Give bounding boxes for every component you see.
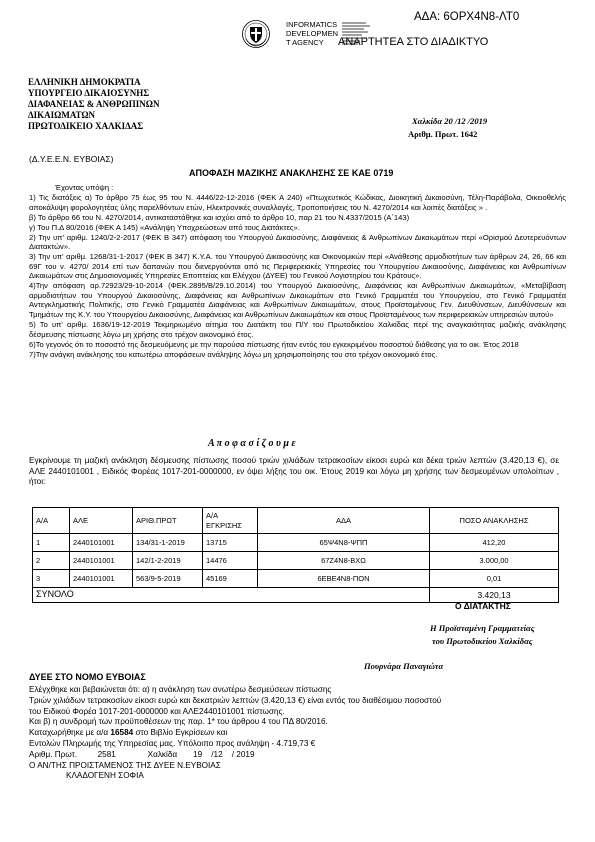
signer-title1: Η Προϊσταμένη Γραμματείας <box>430 623 535 633</box>
table-header-row <box>33 508 559 534</box>
dyee-line5-a: Καταχωρήθηκε με α/α <box>29 728 111 738</box>
table-cell: 2440101001 <box>70 552 133 570</box>
dyee-block <box>29 685 559 782</box>
logo-line: T AGENCY <box>286 38 324 47</box>
table-row <box>33 552 559 570</box>
paragraph: γ) Του Π.Δ 80/2016 (ΦΕΚ Α 145) «Ανάληψη Υποχρεώσεων από τους Διατάκτες». <box>29 222 300 232</box>
sender-line: ΔΙΑΦΑΝΕΙΑΣ & ΑΝΘΡΩΠΙΝΩΝ <box>28 99 160 109</box>
table-cell: 6ΕΒΕ4Ν8-ΠΟΝ <box>258 570 430 588</box>
dyee-line: του Ειδικού Φορέα 1017-201-0000000 και ΑΛΕ2440101001 πίστωσης. <box>29 706 285 716</box>
table-header-cell: ΑΔΑ <box>258 508 430 534</box>
table-cell: 412,20 <box>430 534 559 552</box>
paragraph: 7)Την ανάγκη ανάκλησης του κατωτέρω αποφάσεων ανάληψης λόγω μη χρησιμοποίησης του στο τρέχον οικονομικό έτος. <box>29 349 438 359</box>
table-total-label: ΣΥΝΟΛΟ <box>33 588 430 603</box>
table-row <box>33 570 559 588</box>
paragraph: 1) Τις διατάξεις α) Το άρθρο 75 έως 95 του Ν. 4446/22-12-2016 (ΦΕΚ Α 240) «Πτωχευτικός Κώδικας, Διοικητική Δικαιοσύνη, Τέλη-Παράβολα, Οικειοθελής αποκάλυψη φορολογητέας ύλης παρελθόντων ετών, Ηλεκτρονικές συναλλαγές, Τροποποιήσεις του Ν. 4270/2014 και λοιπές διατάξεις » . <box>29 192 566 212</box>
dyee-line: Και β) η συνδρομή των προϋποθέσεων της παρ. 1* του άρθρου 4 του ΠΔ 80/2016. <box>29 717 328 727</box>
dyee-heading: ΔΥΕΕ ΣΤΟ ΝΟΜΟ ΕΥΒΟΙΑΣ <box>29 672 146 682</box>
dyee-line: ΚΛΑΔΟΓΕΝΗ ΣΟΦΙΑ <box>66 771 144 781</box>
table-cell: 13715 <box>203 534 258 552</box>
protocol-line: Αριθμ. Πρωτ. 1642 <box>408 129 478 139</box>
informatics-logo <box>286 20 346 48</box>
signer-name: Πουρνάρα Παναγιώτα <box>364 661 444 671</box>
table-header-cell: Α/Α ΕΓΚΡΙΣΗΣ <box>203 508 258 534</box>
sender-block <box>28 77 159 132</box>
paragraph: 2) Την υπ' αριθμ. 1240/2-2-2017 (ΦΕΚ Β 347) απόφαση του Υπουργού Δικαιοσύνης, Διαφάνειας & Ανθρωπίνων Δικαιωμάτων περί «Ορισμού Δευτερευόντων Διατακτών». <box>29 232 566 252</box>
ada-code: ΑΔΑ: 6ΟΡΧ4Ν8-ΛΤ0 <box>414 11 520 23</box>
sender-sub: (Δ.Υ.Ε.Ε.Ν. ΕΥΒΟΙΑΣ) <box>29 154 114 164</box>
sender-line: ΥΠΟΥΡΓΕΙΟ ΔΙΚΑΙΟΣΥΝΗΣ <box>28 88 150 98</box>
revocation-table <box>32 507 559 603</box>
table-cell: 0,01 <box>430 570 559 588</box>
dyee-line: Ελέγχθηκε και βεβαιώνεται ότι: α) η ανάκληση των ανωτέρω δεσμεύσεων πίστωσης <box>29 685 332 694</box>
table-header-cell: ΑΛΕ <box>70 508 133 534</box>
dyee-line: Ο ΑΝ/ΤΗΣ ΠΡΟΙΣΤΑΜΕΝΟΣ ΤΗΣ ΔΥΕΕ Ν.ΕΥΒΟΙΑΣ <box>29 760 221 770</box>
decision-title: ΑΠΟΦΑΣΗ ΜΑΖΙΚΗΣ ΑΝΑΚΛΗΣΗΣ ΣΕ ΚΑΕ 0719 <box>189 168 394 178</box>
signer-title2: του Πρωτοδικείου Χαλκίδας <box>432 636 533 646</box>
dyee-line <box>29 728 559 739</box>
table-header-cell: ΠΟΣΟ ΑΝΑΚΛΗΣΗΣ <box>430 508 559 534</box>
table-cell: 2440101001 <box>70 534 133 552</box>
dyee-line: Τριών χιλιάδων τετρακοσίων είκοσι ευρώ και δεκατριών λεπτών (3.420,13 €) είναι εντός του διαθέσιμου ποσοστού <box>29 695 442 705</box>
signer-role: Ο ΔΙΑΤΑΚΤΗΣ <box>455 601 511 611</box>
dyee-line: Αριθμ. Πρωτ. 2581 Χαλκίδα 19 /12 / 2019 <box>29 749 255 759</box>
table-cell: 563/9-5-2019 <box>133 570 203 588</box>
table-cell: 142/1-2-2019 <box>133 552 203 570</box>
logo-line: DEVELOPMEN <box>286 29 339 38</box>
table-cell: 134/31-1-2019 <box>133 534 203 552</box>
considerations <box>29 183 566 360</box>
table-cell: 2 <box>33 552 70 570</box>
dyee-line5-b: στο Βιβλίο Εγκρίσεων και <box>133 728 228 738</box>
intro-text: Έχοντας υπόψη : <box>55 183 114 192</box>
greek-emblem-icon <box>241 19 271 49</box>
table-cell: 45169 <box>203 570 258 588</box>
decide-text: Εγκρίνουμε τη μαζική ανάκληση δέσμευσης πίστωσης ποσού τριών χιλιάδων τετρακοσίων είκοσι ευρώ και δέκα τριών λεπτών (3.420,13 €), σε ΑΛΕ 2440101001 , Ειδικός Φορέας 1017-201-0000000, εν όψει λήξης του οικ. Έτους 2019 και λόγω μη χρήσης των δεσμευμένων υπολοίπων , ήτοι: <box>29 456 559 486</box>
table-cell: 1 <box>33 534 70 552</box>
date-line: Χαλκίδα 20 /12 /2019 <box>412 116 488 126</box>
sender-line: ΕΛΛΗΝΙΚΗ ΔΗΜΟΚΡΑΤΙΑ <box>28 77 141 87</box>
dyee-entry-number: 16584 <box>110 728 134 738</box>
paragraph: β) Το άρθρο 66 του Ν. 4270/2014, αντικαταστάθηκε και ισχύει από το άρθρο 10, παρ 21 του Ν.4337/2015 (Α΄143) <box>29 212 410 222</box>
posted-notice: ΑΝΑΡΤΗΤΕΑ ΣΤΟ ΔΙΑΔΙΚΤΥΟ <box>338 36 489 48</box>
table-cell: 2440101001 <box>70 570 133 588</box>
logo-line: INFORMATICS <box>286 20 338 29</box>
table-cell: 67Ζ4Ν8-ΒΧΩ <box>258 552 430 570</box>
table-row <box>33 534 559 552</box>
paragraph: 6)Το γεγονός ότι το ποσοστό της δεσμευόμενης με την παρούσα πίστωσης ήταν εντός του εγκεκριμένου ποσοστού διάθεσης για το οικ. Έτος 2018 <box>29 339 519 349</box>
paragraph: 4)Την απόφαση αρ.72923/29-10-2014 (ΦΕΚ.2895/Β/29.10.2014) του Υπουργού Δικαιοσύνης, Διαφάνειας και Ανθρωπίνων Δικαιωμάτων, «Μεταβίβαση αρμοδιοτήτων του Υπουργού Δικαιοσύνης, Διαφάνειας και Ανθρωπίνων Δικαιωμάτων στο Γενικό Γραμματέα του Υπουργείου, στο Γενικό Γραμματέα Αντεγκληματικής Πολιτικής, στο Γενικό Γραμματέα Διαφάνειας και Ανθρωπίνων Δικαιωμάτων, στους Προϊσταμένους Γεν. Διευθύνσεων, Διευθύνσεων και Τμημάτων της Κ.Υ. του Υπουργείου Δικαιοσύνης, Διαφάνειας και Ανθρωπίνων Δικαιωμάτων και στους Προϊσταμένους των περιφερειακών υπηρεσιών αυτού» <box>29 281 566 320</box>
table-cell: 65Ψ4Ν8-ΨΠΠ <box>258 534 430 552</box>
table-cell: 14476 <box>203 552 258 570</box>
paragraph: 3) Την υπ' αριθμ. 1268/31-1-2017 (ΦΕΚ Β 347) Κ.Υ.Α. του Υπουργού Δικαιοσύνης και Οικονομικών περί «Ανάθεσης αρμοδιοτήτων των άρθρων 24, 26, 66 και 69Γ του ν. 4270/ 2014 επί των δαπανών που διενεργούνται από τις Περιφερειακές Υπηρεσίες του Υπουργείου Δικαιοσύνης, Διαφάνειας και Ανθρωπίνων Δικαιωμάτων στις Δημοσιονομικές Υπηρεσίες Εποπτείας και Ελέγχου (ΔΥΕΕ) του Γενικού Λογιστηρίου του Κράτους». <box>29 252 566 281</box>
table-header-cell: ΑΡΙΘ.ΠΡΩΤ <box>133 508 203 534</box>
table-cell: 3.000,00 <box>430 552 559 570</box>
dyee-line: Εντολών Πληρωμής της Υπηρεσίας μας. Υπόλοιπο προς ανάληψη - 4.719,73 € <box>29 738 316 748</box>
sender-line: ΠΡΩΤΟΔΙΚΕΙΟ ΧΑΛΚΙΔΑΣ <box>28 121 144 131</box>
table-cell: 3 <box>33 570 70 588</box>
sender-line: ΔΙΚΑΙΩΜΑΤΩΝ <box>28 110 96 120</box>
table-header-cell: Α/Α <box>33 508 70 534</box>
paragraph: 5) Το υπ' αριθμ. 1636/19-12-2019 Τεκμηριωμένο αίτημα του Διατάκτη του Π/Υ του Πρωτοδικείου Χαλκίδας περί της αναγκαιότητας μαζικής ανάκλησης δέσμευσης πίστωσης λόγω μη χρήσης στο τρέχον οικονομικό έτος. <box>29 320 566 339</box>
decide-heading: Α π ο φ α σ ί ζ ο υ μ ε <box>208 438 296 449</box>
table-total-value: 3.420,13 <box>430 588 559 603</box>
